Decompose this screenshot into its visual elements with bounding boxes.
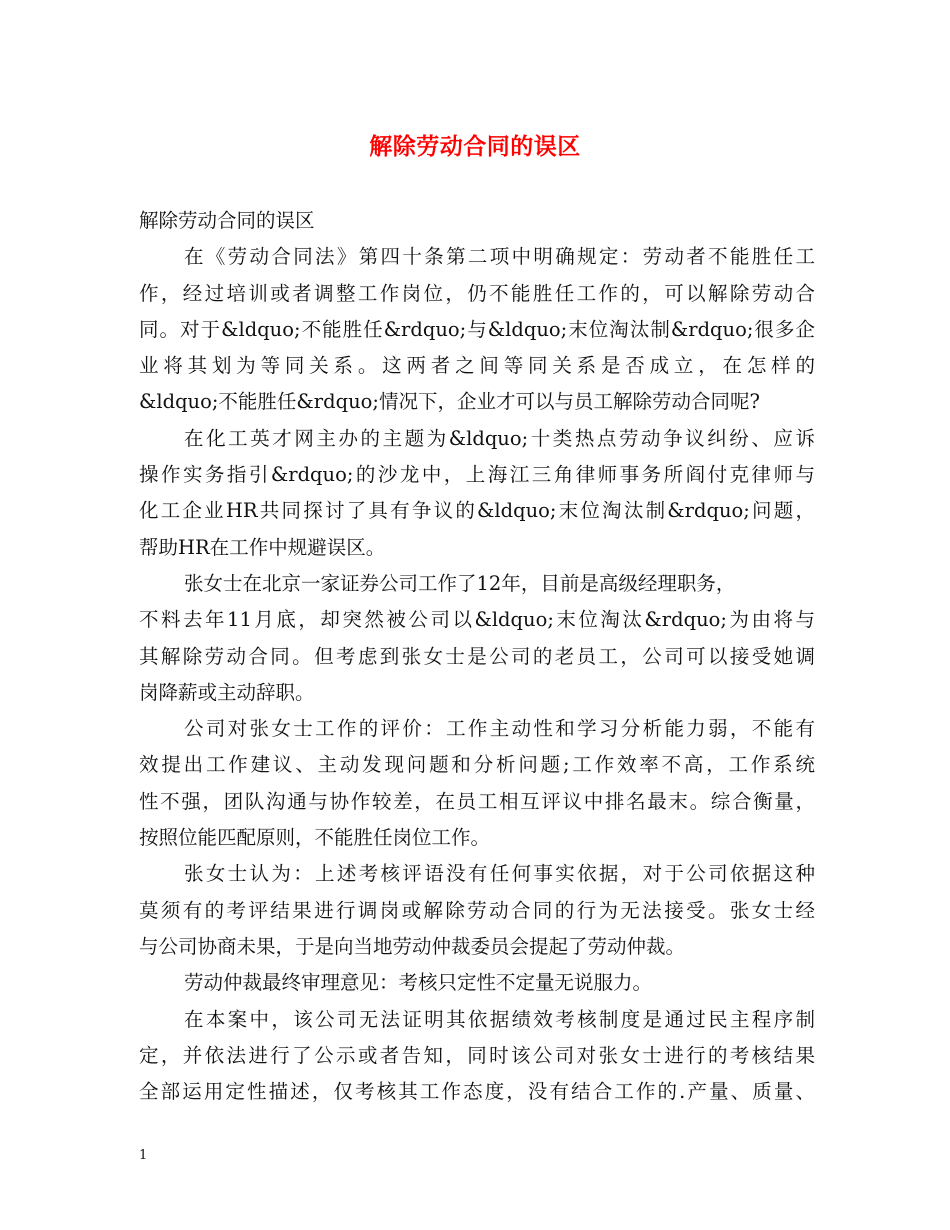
paragraph-line: &ldquo;不能胜任&rdquo;情况下，企业才可以与员工解除劳动合同呢? bbox=[139, 390, 760, 414]
subtitle-line: 解除劳动合同的误区 bbox=[139, 209, 315, 232]
paragraph-line: 其解除劳动合同。但考虑到张女士是公司的老员工，公司可以接受她调 bbox=[139, 644, 815, 668]
paragraph-line: 性不强，团队沟通与协作较差，在员工相互评议中排名最末。综合衡量， bbox=[139, 789, 815, 813]
paragraph-line: 帮助HR在工作中规避误区。 bbox=[139, 535, 386, 559]
paragraph-line: 岗降薪或主动辞职。 bbox=[139, 680, 315, 704]
document-title: 解除劳动合同的误区 bbox=[369, 134, 581, 160]
document-body bbox=[139, 203, 815, 1110]
paragraph-line: 按照位能匹配原则，不能胜任岗位工作。 bbox=[139, 826, 491, 850]
paragraph-line: 业将其划为等同关系。这两者之间等同关系是否成立，在怎样的 bbox=[139, 354, 815, 378]
paragraph-line: 化工企业HR共同探讨了具有争议的&ldquo;末位淘汰制&rdquo;问题， bbox=[139, 499, 815, 523]
paragraph-line: 操作实务指引&rdquo;的沙龙中，上海江三角律师事务所阎付克律师与 bbox=[139, 463, 815, 487]
paragraph-line: 张女士在北京一家证券公司工作了12年，目前是高级经理职务， bbox=[184, 571, 736, 595]
paragraph-line: 劳动仲裁最终审理意见：考核只定性不定量无说服力。 bbox=[184, 971, 653, 995]
paragraph-line: 公司对张女士工作的评价：工作主动性和学习分析能力弱，不能有 bbox=[184, 717, 815, 741]
paragraph-line: 与公司协商未果，于是向当地劳动仲裁委员会提起了劳动仲裁。 bbox=[139, 934, 686, 958]
paragraph-line: 在本案中，该公司无法证明其依据绩效考核制度是通过民主程序制 bbox=[184, 1007, 815, 1031]
paragraph-line: 不料去年11月底，却突然被公司以&ldquo;末位淘汰&rdquo;为由将与 bbox=[139, 608, 815, 632]
paragraph-line: 在化工英才网主办的主题为&ldquo;十类热点劳动争议纠纷、应诉 bbox=[184, 426, 815, 450]
page-number: 1 bbox=[139, 1148, 148, 1163]
paragraph-line: 效提出工作建议、主动发现问题和分析问题;工作效率不高，工作系统 bbox=[139, 753, 815, 777]
paragraph-line: 莫须有的考评结果进行调岗或解除劳动合同的行为无法接受。张女士经 bbox=[139, 898, 815, 922]
paragraph-line: 作，经过培训或者调整工作岗位，仍不能胜任工作的，可以解除劳动合 bbox=[139, 281, 815, 305]
paragraph-line: 同。对于&ldquo;不能胜任&rdquo;与&ldquo;末位淘汰制&rdquo;很多企 bbox=[139, 317, 815, 341]
paragraph-line: 在《劳动合同法》第四十条第二项中明确规定：劳动者不能胜任工 bbox=[184, 245, 815, 269]
paragraph-line: 全部运用定性描述，仅考核其工作态度，没有结合工作的.产量、质量、 bbox=[139, 1080, 815, 1104]
paragraph-line: 张女士认为：上述考核评语没有任何事实依据，对于公司依据这种 bbox=[184, 862, 815, 886]
paragraph-line: 定，并依法进行了公示或者告知，同时该公司对张女士进行的考核结果 bbox=[139, 1043, 815, 1067]
